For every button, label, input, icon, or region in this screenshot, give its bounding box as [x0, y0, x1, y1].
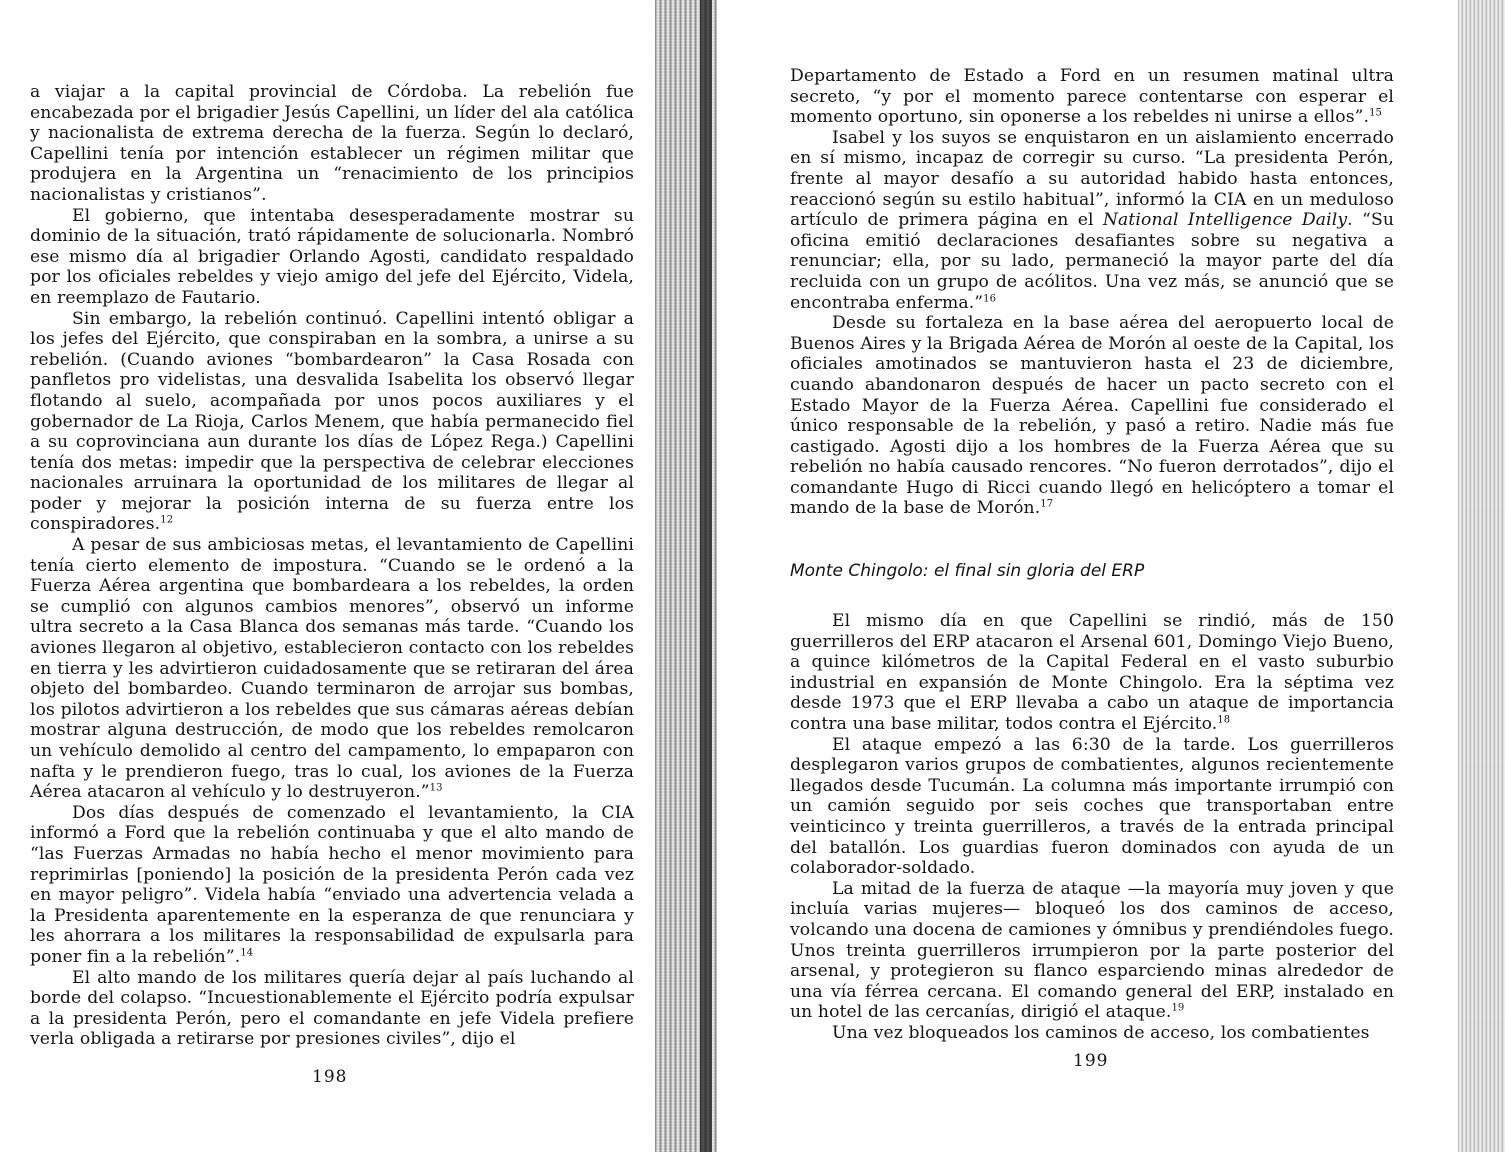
page-number-left: 198: [312, 1067, 348, 1087]
paragraph: La mitad de la fuerza de ataque —la mayoría muy joven y que incluía varias mujeres— bloqueó los dos caminos de acceso, volcando una docena de camiones y ómnibus y prendiéndoles fuego. Unos treinta guerrilleros irrumpieron por la parte posterior del arsenal, y protegieron su flanco esparciendo minas alrededor de una vía férrea cercana. El comando general del ERP, instalado en un hotel de las cercanías, dirigió el ataque.$^{19}$: [790, 878, 1394, 1023]
footnote-marker: 12: [160, 514, 174, 526]
left-page: [30, 82, 634, 1050]
paragraph: a viajar a la capital provincial de Córdoba. La rebelión fue encabezada por el brigadier Jesús Capellini, un líder del ala católica y nacionalista de extrema derecha de la fuerza. Según lo declaró, Capellini tenía por intención establecer un régimen militar que produjera en la Argentina un “renacimiento de los principios nacionalistas y cristianos”.: [30, 82, 634, 205]
section-heading: Monte Chingolo: el final sin gloria del ERP: [790, 561, 1145, 582]
footnote-marker: 14: [240, 947, 254, 959]
book-spine-shadow: [700, 0, 712, 1152]
paragraph: El ataque empezó a las 6:30 de la tarde. Los guerrilleros desplegaron varios grupos de combatientes, algunos recientemente llegados desde Tucumán. La columna más importante irrumpió con un camión seguido por seis coches que transportaban entre veinticinco y treinta guerrilleros, a través de la entrada principal del batallón. Los guardias fueron dominados con ayuda de un colaborador-soldado.: [790, 734, 1394, 879]
footnote-marker: 16: [983, 292, 997, 304]
paragraph: Sin embargo, la rebelión continuó. Capellini intentó obligar a los jefes del Ejército, que conspiraban en la sombra, a unirse a su rebelión. (Cuando aviones “bombardearon” la Casa Rosada con panfletos pro videlistas, una desvalida Isabelita los observó llegar flotando al suelo, acompañada por unos pocos auxiliares y el gobernador de La Rioja, Carlos Menem, que había permanecido fiel a su coprovinciana aun durante los días de López Rega.) Capellini tenía dos metas: impedir que la perspectiva de celebrar elecciones nacionales arruinara la oportunidad de los militares de llegar al poder y mejorar la posición interna de su fuerza entre los conspiradores.$^{12}$: [30, 308, 634, 535]
footnote-marker: 19: [1171, 1002, 1185, 1014]
paragraph: Dos días después de comenzado el levantamiento, la CIA informó a Ford que la rebelión continuaba y que el alto mando de “las Fuerzas Armadas no había hecho el menor movimiento para reprimirlas [poniendo] la posición de la presidenta Perón cada vez en mayor peligro”. Videla había “enviado una advertencia velada a la Presidenta aparentemente en la esperanza de que renunciara y les ahorrara a los militares la responsabilidad de expulsarla para poner fin a la rebelión”.$^{14}$: [30, 802, 634, 967]
footnote-marker: 13: [429, 782, 443, 794]
paragraph: El alto mando de los militares quería dejar al país luchando al borde del colapso. “Incuestionablemente el Ejército podría expulsar a la presidenta Perón, pero el comandante en jefe Videla prefiere verla obligada a retirarse por presiones civiles”, dijo el: [30, 967, 634, 1050]
page-edge-shadow: [1458, 0, 1505, 1152]
publication-title: National Intelligence Daily: [1102, 210, 1348, 231]
right-page: [790, 66, 1394, 1044]
page-number-right: 199: [1073, 1051, 1109, 1071]
paragraph: Una vez bloqueados los caminos de acceso, los combatientes: [832, 1022, 1370, 1043]
footnote-marker: 17: [1040, 498, 1054, 510]
paragraph: El mismo día en que Capellini se rindió, más de 150 guerrilleros del ERP atacaron el Arsenal 601, Domingo Viejo Bueno, a quince kilómetros de la Capital Federal en el vasto suburbio industrial en expansión de Monte Chingolo. Era la séptima vez desde 1973 que el ERP llevaba a cabo un ataque de importancia contra una base militar, todos contra el Ejército.$^{18}$: [790, 611, 1394, 735]
footnote-marker: 15: [1369, 107, 1383, 119]
paragraph: Isabel y los suyos se enquistaron en un aislamiento encerrado en sí mismo, incapaz de corregir su curso. “La presidenta Perón, frente al mayor desafío a su autoridad habido hasta entonces, reaccionó según su estilo habitual”, informó la CIA en un meduloso artículo de primera página en el National Intelligence Daily. “Su oficina emitió declaraciones desafiantes sobre su negativa a renunciar; ella, por su lado, permaneció la mayor parte del día recluida con un grupo de acólitos. Una vez más, se anunció que se encontraba enferma.”$^{16}$: [790, 127, 1394, 313]
paragraph: Departamento de Estado a Ford en un resumen matinal ultra secreto, “y por el momento parece contentarse con esperar el momento oportuno, sin oponerse a los rebeldes ni unirse a ellos”.$^{15}$: [790, 66, 1394, 128]
paragraph: Desde su fortaleza en la base aérea del aeropuerto local de Buenos Aires y la Brigada Aérea de Morón al oeste de la Capital, los oficiales amotinados se mantuvieron hasta el 23 de diciembre, cuando abandonaron después de hacer un pacto secreto con el Estado Mayor de la Fuerza Aérea. Capellini fue considerado el único responsable de la rebelión, y pasó a retiro. Nadie más fue castigado. Agosti dijo a los hombres de la Fuerza Aérea que su rebelión no había causado rencores. “No fueron derrotados”, dijo el comandante Hugo di Ricci cuando llegó en helicóptero a tomar el mando de la base de Morón.$^{17}$: [790, 313, 1394, 519]
paragraph: A pesar de sus ambiciosas metas, el levantamiento de Capellini tenía cierto elemento de impostura. “Cuando se le ordenó a la Fuerza Aérea argentina que bombardeara a los rebeldes, la orden se cumplió con algunos cambios menores”, observó un informe ultra secreto a la Casa Blanca dos semanas más tarde. “Cuando los aviones llegaron al objetivo, establecieron contacto con los rebeldes en tierra y les advirtieron cuidadosamente que se retiraran del área objeto del bombardeo. Cuando terminaron de arrojar sus bombas, los pilotos advirtieron a los rebeldes que sus cámaras aéreas debían mostrar alguna destrucción, de modo que los rebeldes remolcaron un vehículo demolido al centro del campamento, lo empaparon con nafta y le prendieron fuego, tras lo cual, los aviones de la Fuerza Aérea atacaron al vehículo y lo destruyeron.”$^{13}$: [30, 535, 634, 803]
footnote-marker: 18: [1217, 714, 1231, 726]
paragraph: El gobierno, que intentaba desesperadamente mostrar su dominio de la situación, trató rápidamente de solucionarla. Nombró ese mismo día al brigadier Orlando Agosti, candidato respaldado por los oficiales rebeldes y viejo amigo del jefe del Ejército, Videla, en reemplazo de Fautario.: [30, 205, 634, 308]
